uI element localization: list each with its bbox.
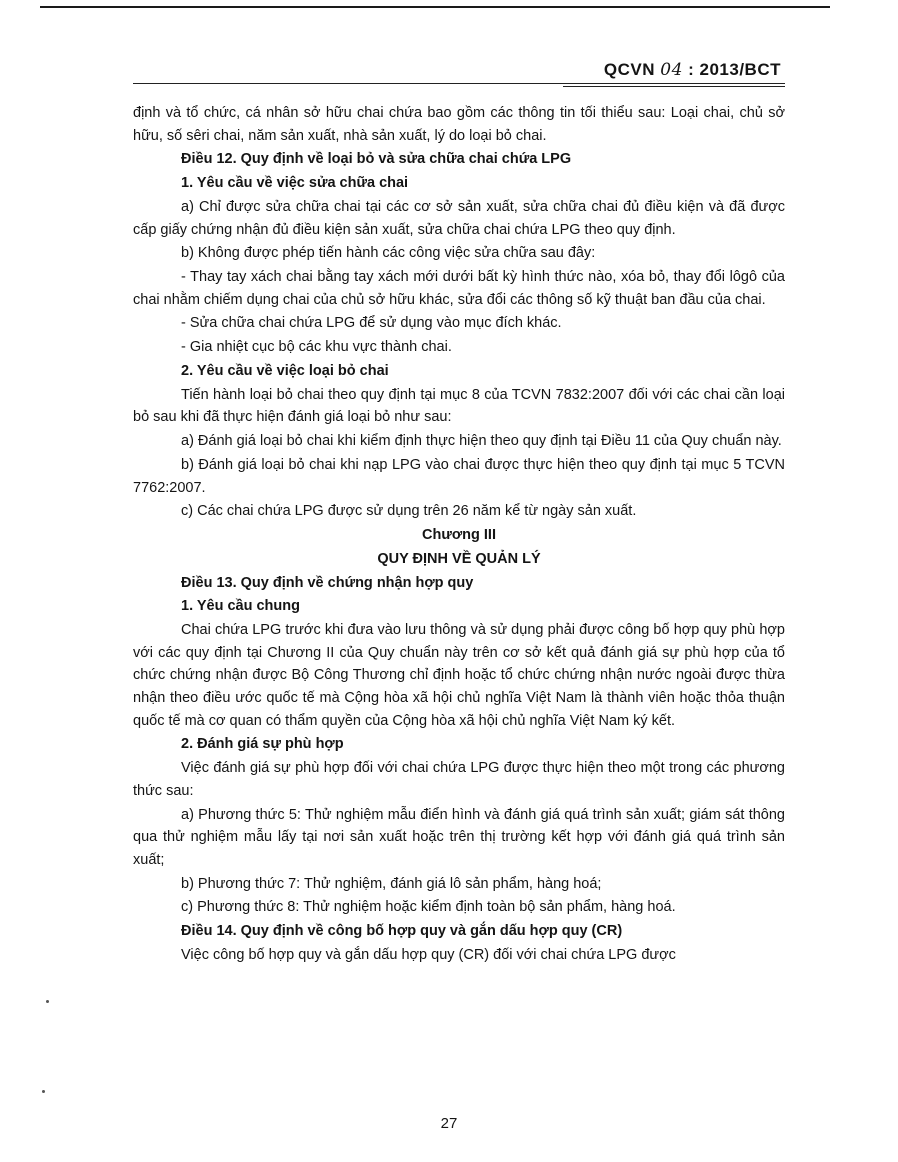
scan-speck xyxy=(42,1090,45,1093)
section-heading: 1. Yêu cầu chung xyxy=(181,598,300,615)
body-paragraph: c) Các chai chứa LPG được sử dụng trên 26 năm kể từ ngày sản xuất. xyxy=(181,503,637,520)
body-paragraph: Chai chứa LPG trước khi đưa vào lưu thông và sử dụng phải được công bố hợp quy phù hợp với các quy định tại Chương II của Quy chuẩn này trên cơ sở kết quả đánh giá sự phù hợp của tổ chức chứng nhận được Bộ Công Thương chỉ định hoặc tổ chức chứng nhận nước ngoài được thừa nhận theo điều ước quốc tế mà Cộng hòa xã hội chủ nghĩa Việt Nam là thành viên hoặc thỏa thuận quốc tế mà cơ quan có thẩm quyền của Cộng hòa xã hội chủ nghĩa Việt Nam ký kết. xyxy=(133,622,785,729)
section-heading: Điều 13. Quy định về chứng nhận hợp quy xyxy=(181,574,474,591)
body-paragraph: - Gia nhiệt cục bộ các khu vực thành chai. xyxy=(181,339,452,356)
section-heading: Điều 12. Quy định về loại bỏ và sửa chữa chai chứa LPG xyxy=(181,151,572,168)
body-paragraph: b) Đánh giá loại bỏ chai khi nạp LPG vào chai được thực hiện theo quy định tại mục 5 TCVN 7762:2007. xyxy=(133,456,785,496)
body-paragraph: a) Phương thức 5: Thử nghiệm mẫu điển hình và đánh giá quá trình sản xuất; giám sát thông qua thử nghiệm mẫu lấy tại nơi sản xuất hoặc trên thị trường kết hợp với đánh giá quá trình sản xuất; xyxy=(133,806,785,868)
body-paragraph: - Sửa chữa chai chứa LPG để sử dụng vào mục đích khác. xyxy=(181,315,562,332)
body-paragraph: b) Không được phép tiến hành các công việc sửa chữa sau đây: xyxy=(181,245,596,262)
section-heading: 2. Đánh giá sự phù hợp xyxy=(181,736,344,753)
page-header xyxy=(133,58,785,84)
section-heading: QUY ĐỊNH VỀ QUẢN LÝ xyxy=(377,550,541,567)
body-paragraph: - Thay tay xách chai bằng tay xách mới dưới bất kỳ hình thức nào, xóa bỏ, thay đổi lôgô của chai nhằm chiếm dụng chai của chủ sở hữu khác, sửa đổi các thông số kỹ thuật ban đầu của chai. xyxy=(133,269,785,308)
top-border-line xyxy=(40,6,830,8)
body-paragraph: b) Phương thức 7: Thử nghiệm, đánh giá lô sản phẩm, hàng hoá; xyxy=(181,875,602,892)
scan-speck xyxy=(46,1000,49,1003)
standard-number: 04 xyxy=(660,60,683,80)
document-body xyxy=(133,102,785,968)
body-paragraph: a) Đánh giá loại bỏ chai khi kiểm định thực hiện theo quy định tại Điều 11 của Quy chuẩn này. xyxy=(181,433,782,450)
header-underline-secondary xyxy=(563,86,785,87)
body-paragraph: Việc công bố hợp quy và gắn dấu hợp quy (CR) đối với chai chứa LPG được xyxy=(181,946,676,963)
body-paragraph: định và tổ chức, cá nhân sở hữu chai chứa bao gồm các thông tin tối thiểu sau: Loại chai, chủ sở hữu, số sêri chai, năm sản xuất, nhà sản xuất, lý do loại bỏ chai. xyxy=(133,105,785,144)
section-heading: Chương III xyxy=(422,527,496,544)
body-paragraph: Việc đánh giá sự phù hợp đối với chai chứa LPG được thực hiện theo một trong các phương thức sau: xyxy=(133,760,785,799)
body-paragraph: a) Chỉ được sửa chữa chai tại các cơ sở sản xuất, sửa chữa chai đủ điều kiện và đã được cấp giấy chứng nhận đủ điều kiện sản xuất, sửa chữa chai chứa LPG theo quy định. xyxy=(133,198,785,238)
section-heading: 1. Yêu cầu về việc sửa chữa chai xyxy=(181,175,409,192)
standard-code: QCVN 04 : 2013/BCT xyxy=(603,60,781,80)
section-heading: 2. Yêu cầu về việc loại bỏ chai xyxy=(181,363,389,380)
body-paragraph: Tiến hành loại bỏ chai theo quy định tại mục 8 của TCVN 7832:2007 đối với các chai cần loại bỏ sau khi đã thực hiện đánh giá loại bỏ như sau: xyxy=(133,386,785,426)
body-paragraph: c) Phương thức 8: Thử nghiệm hoặc kiểm định toàn bộ sản phẩm, hàng hoá. xyxy=(181,899,676,916)
page-number: 27 xyxy=(440,1115,458,1132)
header-underline xyxy=(133,83,785,84)
section-heading: Điều 14. Quy định về công bố hợp quy và gắn dấu hợp quy (CR) xyxy=(181,923,623,940)
